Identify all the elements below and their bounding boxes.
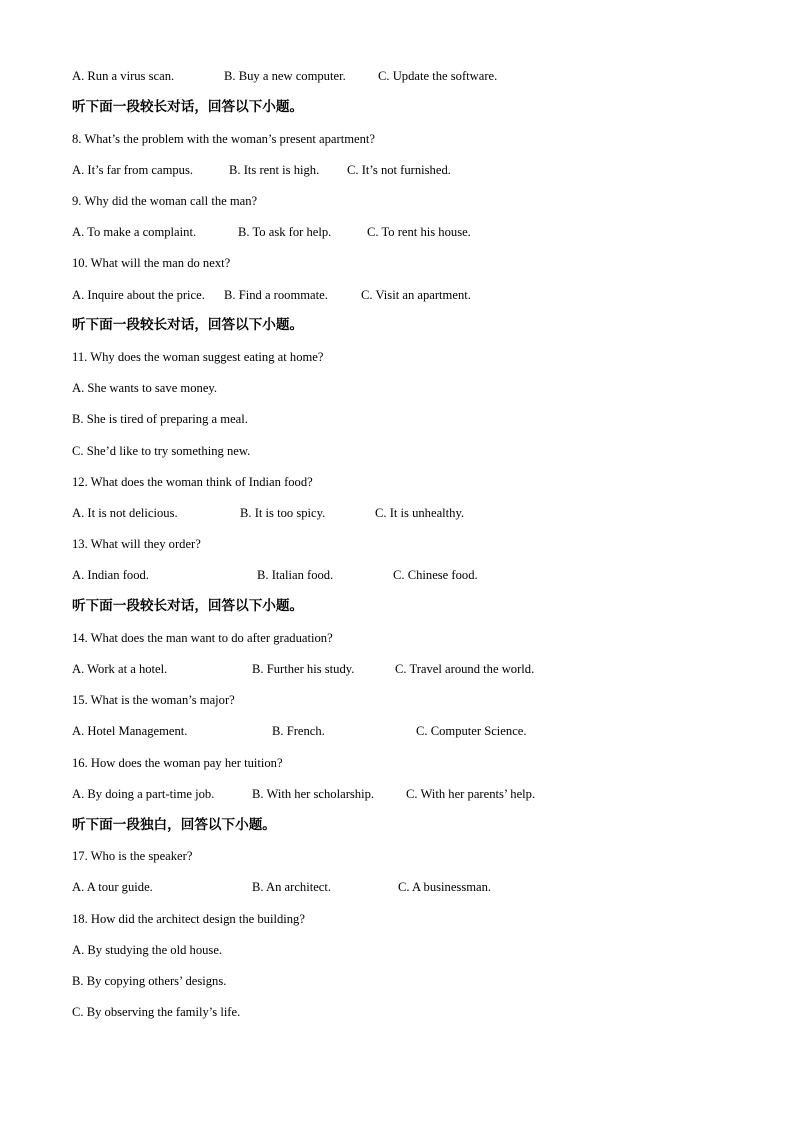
question-11-option-a: A. She wants to save money. [72,381,218,395]
option-a: A. To make a complaint. [72,225,197,239]
option-b: B. An architect. [252,880,332,894]
question-13: 13. What will they order? [72,537,201,551]
option-c: C. Visit an apartment. [361,288,471,302]
option-c: C. Travel around the world. [395,662,535,676]
option-b: B. Italian food. [257,568,334,582]
question-11: 11. Why does the woman suggest eating at home? [72,350,324,364]
question-18-option-b: B. By copying others’ designs. [72,974,227,988]
option-a: A. Hotel Management. [72,724,188,738]
option-c: C. It is unhealthy. [375,506,465,520]
option-a: A. A tour guide. [72,880,153,894]
question-18: 18. How did the architect design the building? [72,912,305,926]
section-heading: 听下面一段较长对话，回答以下小题。 [72,317,304,333]
option-c: C. It’s not furnished. [347,163,451,177]
question-11-option-c: C. She’d like to try something new. [72,444,251,458]
section-heading: 听下面一段较长对话，回答以下小题。 [72,598,304,614]
question-16: 16. How does the woman pay her tuition? [72,756,283,770]
option-a: A. Run a virus scan. [72,69,175,83]
question-17: 17. Who is the speaker? [72,849,193,863]
option-c: C. Computer Science. [416,724,527,738]
option-b: B. Its rent is high. [229,163,320,177]
option-b: B. Further his study. [252,662,355,676]
question-8: 8. What’s the problem with the woman’s present apartment? [72,132,375,146]
option-b: B. French. [272,724,325,738]
option-a: A. Indian food. [72,568,149,582]
question-12: 12. What does the woman think of Indian food? [72,475,313,489]
option-c: C. Chinese food. [393,568,478,582]
question-15: 15. What is the woman’s major? [72,693,235,707]
option-a: A. Work at a hotel. [72,662,168,676]
section-heading: 听下面一段独白，回答以下小题。 [72,817,276,833]
option-a: A. It is not delicious. [72,506,178,520]
question-18-option-a: A. By studying the old house. [72,943,223,957]
option-c: C. With her parents’ help. [406,787,536,801]
option-c: C. A businessman. [398,880,492,894]
question-11-option-b: B. She is tired of preparing a meal. [72,412,248,426]
question-9: 9. Why did the woman call the man? [72,194,258,208]
option-c: C. To rent his house. [367,225,471,239]
option-a: A. It’s far from campus. [72,163,194,177]
question-10: 10. What will the man do next? [72,256,231,270]
option-a: A. Inquire about the price. [72,288,205,302]
option-b: B. With her scholarship. [252,787,375,801]
option-b: B. Find a roommate. [224,288,328,302]
section-heading: 听下面一段较长对话，回答以下小题。 [72,99,304,115]
option-b: B. Buy a new computer. [224,69,346,83]
option-a: A. By doing a part-time job. [72,787,215,801]
option-c: C. Update the software. [378,69,498,83]
question-18-option-c: C. By observing the family’s life. [72,1005,241,1019]
option-b: B. It is too spicy. [240,506,326,520]
option-b: B. To ask for help. [238,225,332,239]
question-14: 14. What does the man want to do after graduation? [72,631,333,645]
